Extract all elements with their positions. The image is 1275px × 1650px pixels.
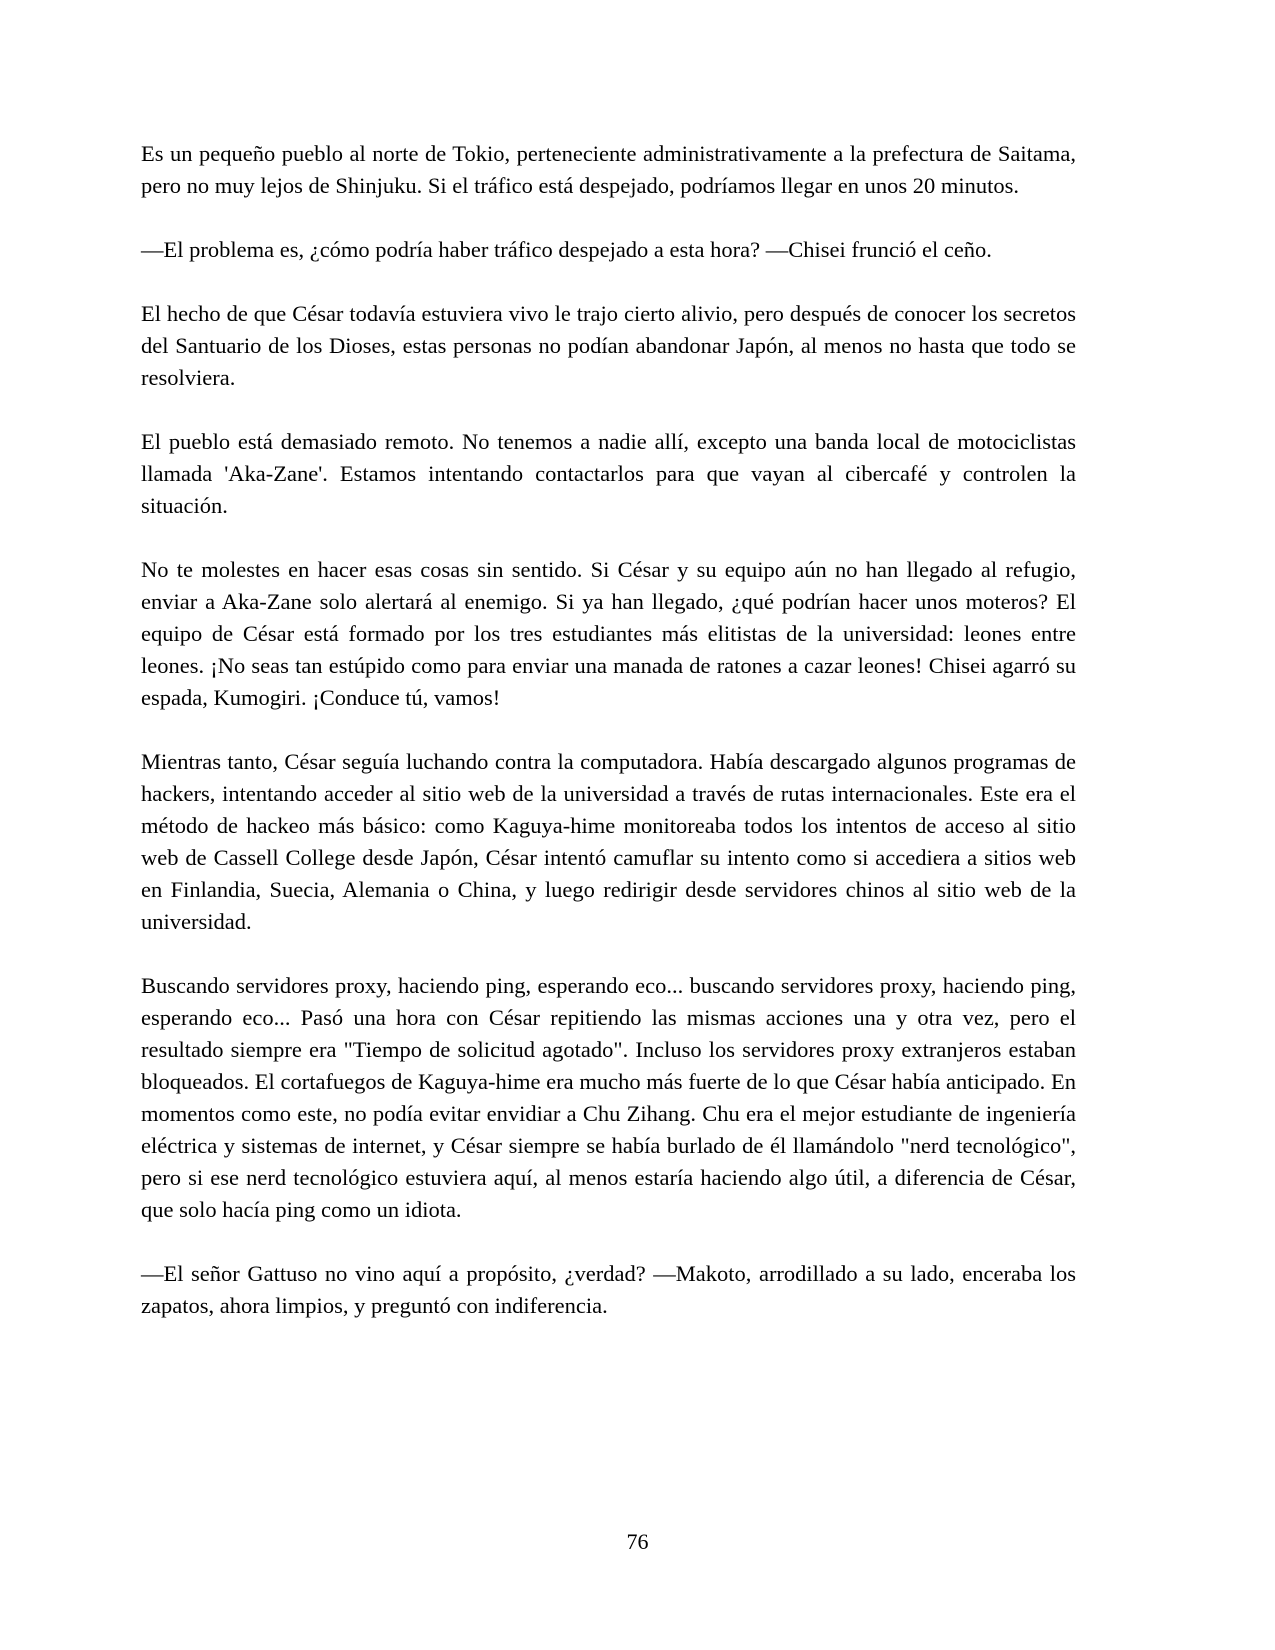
page-footer [0,1528,1275,1556]
paragraph: Buscando servidores proxy, haciendo ping, esperando eco... buscando servidores proxy, haciendo ping, esperando eco... Pasó una hora con César repitiendo las mismas acciones una y otra vez, pero el resultado siempre era "Tiempo de solicitud agotado". Incluso los servidores proxy extranjeros estaban bloqueados. El cortafuegos de Kaguya-hime era mucho más fuerte de lo que César había anticipado. En momentos como este, no podía evitar envidiar a Chu Zihang. Chu era el mejor estudiante de ingeniería eléctrica y sistemas de internet, y César siempre se había burlado de él llamándolo "nerd tecnológico", pero si ese nerd tecnológico estuviera aquí, al menos estaría haciendo algo útil, a diferencia de César, que solo hacía ping como un idiota. [141,973,1076,1222]
paragraph-list [141,138,1076,1322]
page-number: 76 [626,1529,649,1554]
paragraph: —El problema es, ¿cómo podría haber tráfico despejado a esta hora? —Chisei frunció el ceño. [141,237,992,262]
paragraph: —El señor Gattuso no vino aquí a propósito, ¿verdad? —Makoto, arrodillado a su lado, enceraba los zapatos, ahora limpios, y preguntó con indiferencia. [141,1261,1076,1318]
paragraph: No te molestes en hacer esas cosas sin sentido. Si César y su equipo aún no han llegado al refugio, enviar a Aka-Zane solo alertará al enemigo. Si ya han llegado, ¿qué podrían hacer unos moteros? El equipo de César está formado por los tres estudiantes más elitistas de la universidad: leones entre leones. ¡No seas tan estúpido como para enviar una manada de ratones a cazar leones! Chisei agarró su espada, Kumogiri. ¡Conduce tú, vamos! [141,557,1076,710]
paragraph: Mientras tanto, César seguía luchando contra la computadora. Había descargado algunos programas de hackers, intentando acceder al sitio web de la universidad a través de rutas internacionales. Este era el método de hackeo más básico: como Kaguya-hime monitoreaba todos los intentos de acceso al sitio web de Cassell College desde Japón, César intentó camuflar su intento como si accediera a sitios web en Finlandia, Suecia, Alemania o China, y luego redirigir desde servidores chinos al sitio web de la universidad. [141,749,1076,934]
page-body-text [141,138,1076,1322]
paragraph: El pueblo está demasiado remoto. No tenemos a nadie allí, excepto una banda local de motociclistas llamada 'Aka-Zane'. Estamos intentando contactarlos para que vayan al cibercafé y controlen la situación. [141,429,1076,518]
paragraph: Es un pequeño pueblo al norte de Tokio, perteneciente administrativamente a la prefectura de Saitama, pero no muy lejos de Shinjuku. Si el tráfico está despejado, podríamos llegar en unos 20 minutos. [141,141,1076,198]
paragraph: El hecho de que César todavía estuviera vivo le trajo cierto alivio, pero después de conocer los secretos del Santuario de los Dioses, estas personas no podían abandonar Japón, al menos no hasta que todo se resolviera. [141,301,1076,390]
